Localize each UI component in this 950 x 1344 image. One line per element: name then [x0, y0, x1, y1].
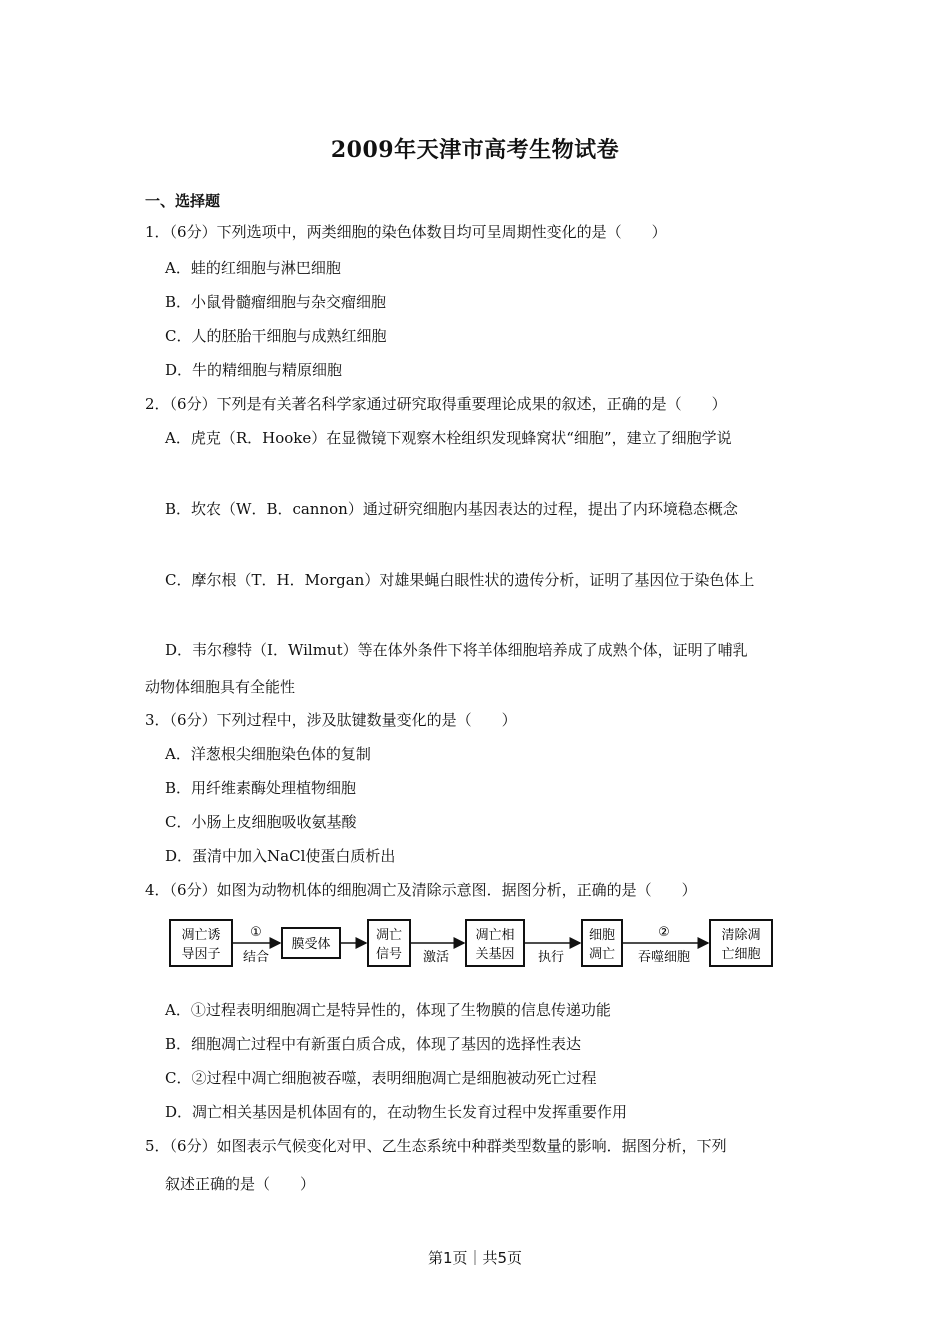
question-4-option-a: A．①过程表明细胞凋亡是特异性的，体现了生物膜的信息传递功能 [165, 1001, 611, 1019]
box-apoptosis-genes-line2: 关基因 [475, 947, 515, 962]
question-3-option-d: D．蛋清中加入NaCl使蛋白质析出 [165, 847, 396, 865]
arrow-3-label: 激活 [422, 950, 450, 965]
question-1-option-a: A．蛙的红细胞与淋巴细胞 [165, 259, 341, 277]
question-2-option-d-continued: 动物体细胞具有全能性 [145, 678, 296, 696]
question-3-stem: 3．（6分）下列过程中，涉及肽键数量变化的是（ ） [145, 711, 517, 729]
question-5-stem-continued: 叙述正确的是（ ） [165, 1175, 316, 1193]
question-1-option-d: D．牛的精细胞与精原细胞 [165, 361, 343, 379]
box-clear-apoptotic-cells-line1: 清除凋 [721, 928, 761, 943]
box-apoptosis-genes-line1: 凋亡相 [475, 928, 515, 943]
question-1-stem: 1．（6分）下列选项中，两类细胞的染色体数目均可呈周期性变化的是（ ） [145, 223, 667, 241]
box-apoptosis-inducer-line1: 凋亡诱 [181, 928, 221, 943]
section-heading: 一、选择题 [145, 192, 221, 210]
box-clear-apoptotic-cells-line2: 亡细胞 [721, 947, 761, 962]
box-cell-apoptosis-line1: 细胞 [588, 928, 616, 943]
question-2-option-b: B．坎农（W．B．cannon）通过研究细胞内基因表达的过程，提出了内环境稳态概念 [165, 500, 738, 518]
box-membrane-receptor-label: 膜受体 [291, 937, 331, 952]
box-cell-apoptosis-line2: 凋亡 [588, 947, 616, 962]
question-2-option-c: C．摩尔根（T．H．Morgan）对雄果蝇白眼性状的遗传分析，证明了基因位于染色体上 [165, 571, 755, 589]
question-4-option-c: C．②过程中凋亡细胞被吞噬，表明细胞凋亡是细胞被动死亡过程 [165, 1069, 597, 1087]
apoptosis-flow-diagram [168, 916, 778, 972]
arrow-5-label-bottom: 吞噬细胞 [637, 950, 691, 965]
question-3-option-a: A．洋葱根尖细胞染色体的复制 [165, 745, 371, 763]
arrow-4-label: 执行 [537, 950, 565, 965]
question-1-option-b: B．小鼠骨髓瘤细胞与杂交瘤细胞 [165, 293, 387, 311]
question-2-stem: 2．（6分）下列是有关著名科学家通过研究取得重要理论成果的叙述，正确的是（ ） [145, 395, 727, 413]
question-4-option-d: D．凋亡相关基因是机体固有的，在动物生长发育过程中发挥重要作用 [165, 1103, 628, 1121]
box-apoptosis-signal-line2: 信号 [375, 947, 403, 962]
question-5-stem: 5．（6分）如图表示气候变化对甲、乙生态系统中种群类型数量的影响．据图分析，下列 [145, 1137, 727, 1155]
question-3-option-b: B．用纤维素酶处理植物细胞 [165, 779, 357, 797]
arrow-1-label-bottom: 结合 [242, 950, 270, 965]
question-2-option-a: A．虎克（R．Hooke）在显微镜下观察木栓组织发现蜂窝状“细胞”，建立了细胞学说 [165, 429, 732, 447]
question-3-option-c: C．小肠上皮细胞吸收氨基酸 [165, 813, 357, 831]
question-4-option-b: B．细胞凋亡过程中有新蛋白质合成，体现了基因的选择性表达 [165, 1035, 582, 1053]
box-apoptosis-signal-line1: 凋亡 [375, 928, 403, 943]
question-4-stem: 4．（6分）如图为动物机体的细胞凋亡及清除示意图．据图分析，正确的是（ ） [145, 881, 697, 899]
arrow-1-label-top: ① [250, 925, 262, 940]
box-apoptosis-inducer-line2: 导因子 [181, 947, 221, 962]
question-2-option-d: D．韦尔穆特（I．Wilmut）等在体外条件下将羊体细胞培养成了成熟个体，证明了哺乳 [165, 641, 748, 659]
page-title: 2009年天津市高考生物试卷 [330, 137, 620, 163]
page-footer: 第1页｜共5页 [427, 1249, 523, 1267]
arrow-5-label-top: ② [658, 925, 670, 940]
question-1-option-c: C．人的胚胎干细胞与成熟红细胞 [165, 327, 387, 345]
